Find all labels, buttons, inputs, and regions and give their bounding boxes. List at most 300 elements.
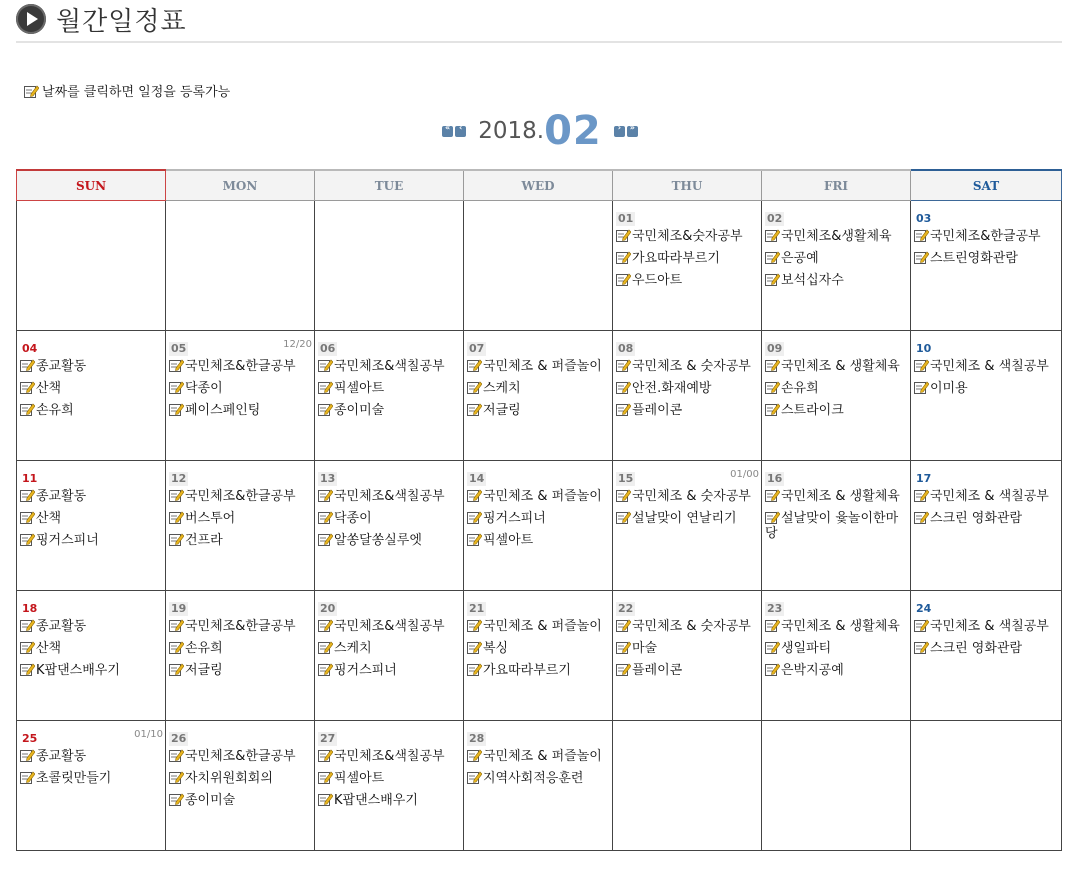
memo-pencil-icon (914, 641, 929, 654)
event-item[interactable] (467, 641, 609, 656)
event-title: 종교활동 (36, 489, 87, 504)
event-item[interactable] (467, 511, 609, 526)
day-cell[interactable] (166, 461, 315, 591)
event-item[interactable] (20, 663, 162, 678)
play-circle-icon (16, 4, 46, 34)
memo-pencil-icon (467, 403, 482, 416)
event-item[interactable] (318, 359, 460, 374)
event-list (20, 619, 162, 678)
event-item[interactable] (318, 511, 460, 526)
memo-pencil-icon (616, 381, 631, 394)
event-item[interactable] (169, 489, 311, 504)
memo-pencil-icon (318, 663, 333, 676)
event-list (765, 619, 907, 678)
event-title: 자치위원회회의 (185, 771, 273, 786)
event-item[interactable] (169, 359, 311, 374)
day-number[interactable]: 03 (916, 212, 932, 225)
event-item[interactable] (169, 771, 311, 786)
event-item[interactable] (318, 641, 460, 656)
event-item[interactable] (616, 619, 758, 634)
event-item[interactable] (616, 381, 758, 396)
weekday-header-tue: TUE (315, 170, 464, 201)
memo-pencil-icon (20, 511, 35, 524)
event-item[interactable] (169, 511, 311, 526)
memo-pencil-icon (318, 359, 333, 372)
day-cell[interactable] (17, 721, 166, 851)
month-navigation (0, 108, 1080, 152)
event-title: 스케치 (483, 381, 521, 396)
memo-pencil-icon (20, 489, 35, 502)
event-list (318, 749, 460, 808)
memo-pencil-icon (467, 381, 482, 394)
memo-pencil-icon (318, 381, 333, 394)
day-cell[interactable] (762, 331, 911, 461)
day-number[interactable]: 13 (320, 472, 336, 485)
day-number[interactable]: 08 (618, 342, 634, 355)
day-number[interactable]: 07 (469, 342, 485, 355)
prev-year-icon: « (445, 122, 451, 132)
event-title: 국민체조&색칠공부 (334, 619, 445, 634)
weekday-header-row (17, 170, 1062, 201)
event-item[interactable] (20, 619, 162, 634)
event-item[interactable] (616, 489, 758, 504)
memo-pencil-icon (765, 359, 780, 372)
event-title: 픽셀아트 (334, 771, 385, 786)
event-list (169, 359, 311, 418)
memo-pencil-icon (765, 229, 780, 242)
event-title: 핑거스피너 (483, 511, 546, 526)
day-cell[interactable] (166, 331, 315, 461)
event-item[interactable] (765, 251, 907, 266)
event-item[interactable] (20, 771, 162, 786)
event-title: 종교활동 (36, 359, 87, 374)
event-item[interactable] (318, 403, 460, 418)
next-year-button[interactable] (627, 122, 638, 137)
event-title: 이미용 (930, 381, 968, 396)
event-title: 핑거스피너 (334, 663, 397, 678)
memo-pencil-icon (467, 749, 482, 762)
event-item[interactable] (169, 793, 311, 808)
memo-pencil-icon (467, 511, 482, 524)
day-cell[interactable] (911, 591, 1062, 721)
event-item[interactable] (616, 663, 758, 678)
memo-pencil-icon (467, 489, 482, 502)
page-header (16, 0, 1062, 43)
memo-pencil-icon (765, 403, 780, 416)
day-number[interactable]: 24 (916, 602, 932, 615)
event-item[interactable] (616, 511, 758, 526)
event-item[interactable] (914, 511, 1058, 526)
event-item[interactable] (318, 663, 460, 678)
day-number[interactable]: 23 (767, 602, 783, 615)
event-item[interactable] (318, 381, 460, 396)
memo-pencil-icon (169, 771, 184, 784)
day-number[interactable]: 01 (618, 212, 634, 225)
memo-pencil-icon (616, 359, 631, 372)
memo-pencil-icon (467, 359, 482, 372)
memo-pencil-icon (169, 381, 184, 394)
page-title: 월간일정표 (56, 7, 187, 37)
event-item[interactable] (318, 489, 460, 504)
event-item[interactable] (169, 749, 311, 764)
memo-pencil-icon (616, 403, 631, 416)
event-item[interactable] (765, 619, 907, 634)
event-item[interactable] (765, 273, 907, 288)
event-title: 가요따라부르기 (632, 251, 720, 266)
event-item[interactable] (20, 533, 162, 548)
prev-year-button[interactable] (442, 122, 453, 137)
event-item[interactable] (765, 511, 907, 541)
event-title: 국민체조 & 생활체육 (781, 359, 900, 374)
day-number[interactable]: 21 (469, 602, 485, 615)
memo-pencil-icon (467, 663, 482, 676)
event-list (467, 749, 609, 786)
event-title: 우드아트 (632, 273, 683, 288)
event-title: 국민체조&색칠공부 (334, 749, 445, 764)
event-item[interactable] (914, 359, 1058, 374)
event-title: 산책 (36, 511, 62, 526)
event-title: 국민체조&한글공부 (185, 749, 296, 764)
memo-pencil-icon (616, 619, 631, 632)
day-cell[interactable] (464, 461, 613, 591)
event-title: 버스투어 (185, 511, 236, 526)
day-number[interactable]: 27 (320, 732, 336, 745)
day-cell[interactable] (613, 591, 762, 721)
event-item[interactable] (616, 359, 758, 374)
month-calendar (16, 169, 1062, 851)
event-item[interactable] (914, 489, 1058, 504)
event-item[interactable] (765, 381, 907, 396)
event-item[interactable] (20, 641, 162, 656)
memo-pencil-icon (765, 381, 780, 394)
memo-pencil-icon (169, 403, 184, 416)
event-item[interactable] (467, 403, 609, 418)
event-item[interactable] (616, 641, 758, 656)
memo-pencil-icon (318, 511, 333, 524)
event-list (169, 489, 311, 548)
memo-pencil-icon (169, 641, 184, 654)
day-number[interactable]: 18 (22, 602, 38, 615)
calendar-week-row (17, 461, 1062, 591)
event-item[interactable] (318, 749, 460, 764)
memo-pencil-icon (765, 273, 780, 286)
memo-pencil-icon (616, 641, 631, 654)
memo-pencil-icon (765, 489, 780, 502)
day-cell[interactable] (464, 331, 613, 461)
memo-pencil-icon (169, 663, 184, 676)
event-item[interactable] (169, 533, 311, 548)
event-title: 국민체조&생활체육 (781, 229, 892, 244)
event-list (467, 619, 609, 678)
event-item[interactable] (318, 793, 460, 808)
lunar-date: 12/20 (283, 339, 312, 350)
memo-pencil-icon (20, 619, 35, 632)
event-item[interactable] (20, 489, 162, 504)
day-cell[interactable] (17, 591, 166, 721)
memo-pencil-icon (467, 619, 482, 632)
event-item[interactable] (914, 619, 1058, 634)
event-list (318, 619, 460, 678)
memo-pencil-icon (318, 749, 333, 762)
event-item[interactable] (169, 619, 311, 634)
memo-pencil-icon (20, 403, 35, 416)
day-cell[interactable] (762, 461, 911, 591)
day-cell[interactable] (911, 461, 1062, 591)
empty-day-cell (613, 721, 762, 851)
memo-pencil-icon (914, 359, 929, 372)
event-title: 보석십자수 (781, 273, 844, 288)
event-title: 안전.화재예방 (632, 381, 712, 396)
event-title: 건프라 (185, 533, 223, 548)
weekday-header-sat: SAT (911, 170, 1062, 201)
event-item[interactable] (765, 489, 907, 504)
memo-pencil-icon (318, 533, 333, 546)
day-number[interactable]: 06 (320, 342, 336, 355)
event-title: 국민체조 & 생활체육 (781, 619, 900, 634)
event-list (169, 749, 311, 808)
event-item[interactable] (20, 403, 162, 418)
event-item[interactable] (616, 403, 758, 418)
event-list (20, 749, 162, 786)
event-item[interactable] (616, 273, 758, 288)
event-title: 페이스페인팅 (185, 403, 261, 418)
event-list (616, 359, 758, 418)
event-item[interactable] (467, 749, 609, 764)
event-item[interactable] (765, 403, 907, 418)
memo-pencil-icon (169, 749, 184, 762)
memo-pencil-icon (169, 533, 184, 546)
day-cell[interactable] (911, 331, 1062, 461)
event-title: 국민체조&색칠공부 (334, 489, 445, 504)
day-number[interactable]: 16 (767, 472, 783, 485)
event-list (467, 489, 609, 548)
next-month-icon: › (617, 122, 621, 132)
event-title: 스트린영화관람 (930, 251, 1018, 266)
event-item[interactable] (914, 229, 1058, 244)
event-item[interactable] (467, 533, 609, 548)
calendar-week-row (17, 591, 1062, 721)
memo-pencil-icon (318, 641, 333, 654)
empty-day-cell (315, 201, 464, 331)
event-title: 설날맞이 윷놀이한마당 (765, 511, 899, 541)
event-title: 지역사회적응훈련 (483, 771, 584, 786)
day-number[interactable]: 09 (767, 342, 783, 355)
event-item[interactable] (765, 359, 907, 374)
memo-pencil-icon (169, 619, 184, 632)
event-title: 산책 (36, 381, 62, 396)
memo-pencil-icon (318, 793, 333, 806)
memo-pencil-icon (914, 381, 929, 394)
day-number[interactable]: 17 (916, 472, 932, 485)
day-number[interactable]: 02 (767, 212, 783, 225)
memo-pencil-icon (318, 489, 333, 502)
event-list (914, 359, 1058, 396)
event-title: 스트라이크 (781, 403, 844, 418)
memo-pencil-icon (20, 663, 35, 676)
event-item[interactable] (765, 641, 907, 656)
day-cell[interactable] (911, 201, 1062, 331)
event-item[interactable] (765, 229, 907, 244)
event-list (20, 359, 162, 418)
memo-pencil-icon (20, 771, 35, 784)
event-title: 손유희 (36, 403, 74, 418)
event-item[interactable] (318, 771, 460, 786)
prev-month-icon: ‹ (458, 122, 463, 132)
register-notice (24, 81, 230, 100)
event-title: 국민체조 & 색칠공부 (930, 489, 1049, 504)
event-title: 국민체조&한글공부 (930, 229, 1041, 244)
event-item[interactable] (20, 511, 162, 526)
memo-pencil-icon (616, 273, 631, 286)
event-title: 저글링 (185, 663, 223, 678)
year-label: 2018. (478, 118, 545, 144)
event-title: 산책 (36, 641, 62, 656)
event-title: 복싱 (483, 641, 509, 656)
event-item[interactable] (616, 251, 758, 266)
event-title: 국민체조 & 숫자공부 (632, 359, 751, 374)
memo-pencil-icon (20, 749, 35, 762)
event-title: 저글링 (483, 403, 521, 418)
day-cell[interactable] (762, 591, 911, 721)
memo-pencil-icon (169, 359, 184, 372)
event-item[interactable] (169, 663, 311, 678)
event-item[interactable] (467, 771, 609, 786)
day-cell[interactable] (464, 721, 613, 851)
event-title: 알쏭달쏭실루엣 (334, 533, 422, 548)
event-item[interactable] (467, 489, 609, 504)
calendar-week-row (17, 331, 1062, 461)
event-item[interactable] (914, 641, 1058, 656)
day-cell[interactable] (166, 591, 315, 721)
event-list (318, 489, 460, 548)
event-title: 국민체조&한글공부 (185, 359, 296, 374)
event-item[interactable] (169, 641, 311, 656)
day-cell[interactable] (17, 331, 166, 461)
memo-pencil-icon (467, 641, 482, 654)
memo-pencil-icon (914, 511, 929, 524)
memo-pencil-icon (914, 251, 929, 264)
day-number[interactable]: 19 (171, 602, 187, 615)
day-number[interactable]: 20 (320, 602, 336, 615)
memo-pencil-icon (765, 251, 780, 264)
day-number[interactable]: 15 (618, 472, 634, 485)
day-number[interactable]: 26 (171, 732, 187, 745)
day-number[interactable]: 11 (22, 472, 38, 485)
event-title: 국민체조 & 색칠공부 (930, 359, 1049, 374)
event-item[interactable] (169, 381, 311, 396)
event-title: 국민체조 & 숫자공부 (632, 489, 751, 504)
event-title: 은공예 (781, 251, 819, 266)
next-year-icon: » (629, 122, 635, 132)
calendar-week-row (17, 721, 1062, 851)
event-list (467, 359, 609, 418)
event-item[interactable] (20, 749, 162, 764)
event-item[interactable] (318, 533, 460, 548)
day-cell[interactable] (315, 461, 464, 591)
event-item[interactable] (20, 381, 162, 396)
day-number[interactable]: 25 (22, 732, 38, 745)
memo-pencil-icon (20, 641, 35, 654)
day-number[interactable]: 14 (469, 472, 485, 485)
event-item[interactable] (616, 229, 758, 244)
weekday-header-mon: MON (166, 170, 315, 201)
event-title: 국민체조 & 퍼즐놀이 (483, 749, 602, 764)
event-title: 마술 (632, 641, 658, 656)
event-list (169, 619, 311, 678)
day-cell[interactable] (762, 201, 911, 331)
event-item[interactable] (467, 381, 609, 396)
day-cell[interactable] (613, 461, 762, 591)
memo-pencil-icon (765, 641, 780, 654)
memo-pencil-icon (914, 489, 929, 502)
event-title: 종교활동 (36, 749, 87, 764)
day-number[interactable]: 10 (916, 342, 932, 355)
event-title: 설날맞이 연날리기 (632, 511, 737, 526)
day-cell[interactable] (315, 331, 464, 461)
event-title: 국민체조 & 퍼즐놀이 (483, 359, 602, 374)
day-cell[interactable] (166, 721, 315, 851)
day-cell[interactable] (464, 591, 613, 721)
next-month-button[interactable] (614, 122, 625, 137)
day-number[interactable]: 12 (171, 472, 187, 485)
month-label: 02 (544, 108, 602, 154)
event-item[interactable] (318, 619, 460, 634)
memo-pencil-icon (318, 403, 333, 416)
event-item[interactable] (467, 663, 609, 678)
memo-pencil-icon (318, 771, 333, 784)
event-title: 닥종이 (334, 511, 372, 526)
event-item[interactable] (914, 381, 1058, 396)
memo-pencil-icon (169, 489, 184, 502)
weekday-header-wed: WED (464, 170, 613, 201)
event-title: 닥종이 (185, 381, 223, 396)
event-list (914, 489, 1058, 526)
event-title: 국민체조&숫자공부 (632, 229, 743, 244)
day-cell[interactable] (613, 201, 762, 331)
event-item[interactable] (467, 619, 609, 634)
event-list (318, 359, 460, 418)
event-item[interactable] (169, 403, 311, 418)
day-number[interactable]: 22 (618, 602, 634, 615)
day-cell[interactable] (17, 461, 166, 591)
weekday-header-fri: FRI (762, 170, 911, 201)
day-cell[interactable] (315, 591, 464, 721)
event-title: 초콜릿만들기 (36, 771, 112, 786)
memo-pencil-icon (20, 359, 35, 372)
memo-pencil-icon (616, 663, 631, 676)
day-number[interactable]: 05 (171, 342, 187, 355)
prev-month-button[interactable] (455, 122, 466, 137)
event-item[interactable] (20, 359, 162, 374)
event-title: 픽셀아트 (483, 533, 534, 548)
day-cell[interactable] (613, 331, 762, 461)
event-item[interactable] (467, 359, 609, 374)
event-item[interactable] (914, 251, 1058, 266)
day-number[interactable]: 28 (469, 732, 485, 745)
event-title: K팝댄스배우기 (36, 663, 120, 678)
memo-pencil-icon (169, 793, 184, 806)
memo-pencil-icon (467, 771, 482, 784)
day-cell[interactable] (315, 721, 464, 851)
event-title: 핑거스피너 (36, 533, 99, 548)
event-list (616, 619, 758, 678)
event-item[interactable] (765, 663, 907, 678)
day-number[interactable]: 04 (22, 342, 38, 355)
memo-pencil-icon (616, 511, 631, 524)
empty-day-cell (166, 201, 315, 331)
lunar-date: 01/00 (730, 469, 759, 480)
event-title: 국민체조 & 퍼즐놀이 (483, 489, 602, 504)
